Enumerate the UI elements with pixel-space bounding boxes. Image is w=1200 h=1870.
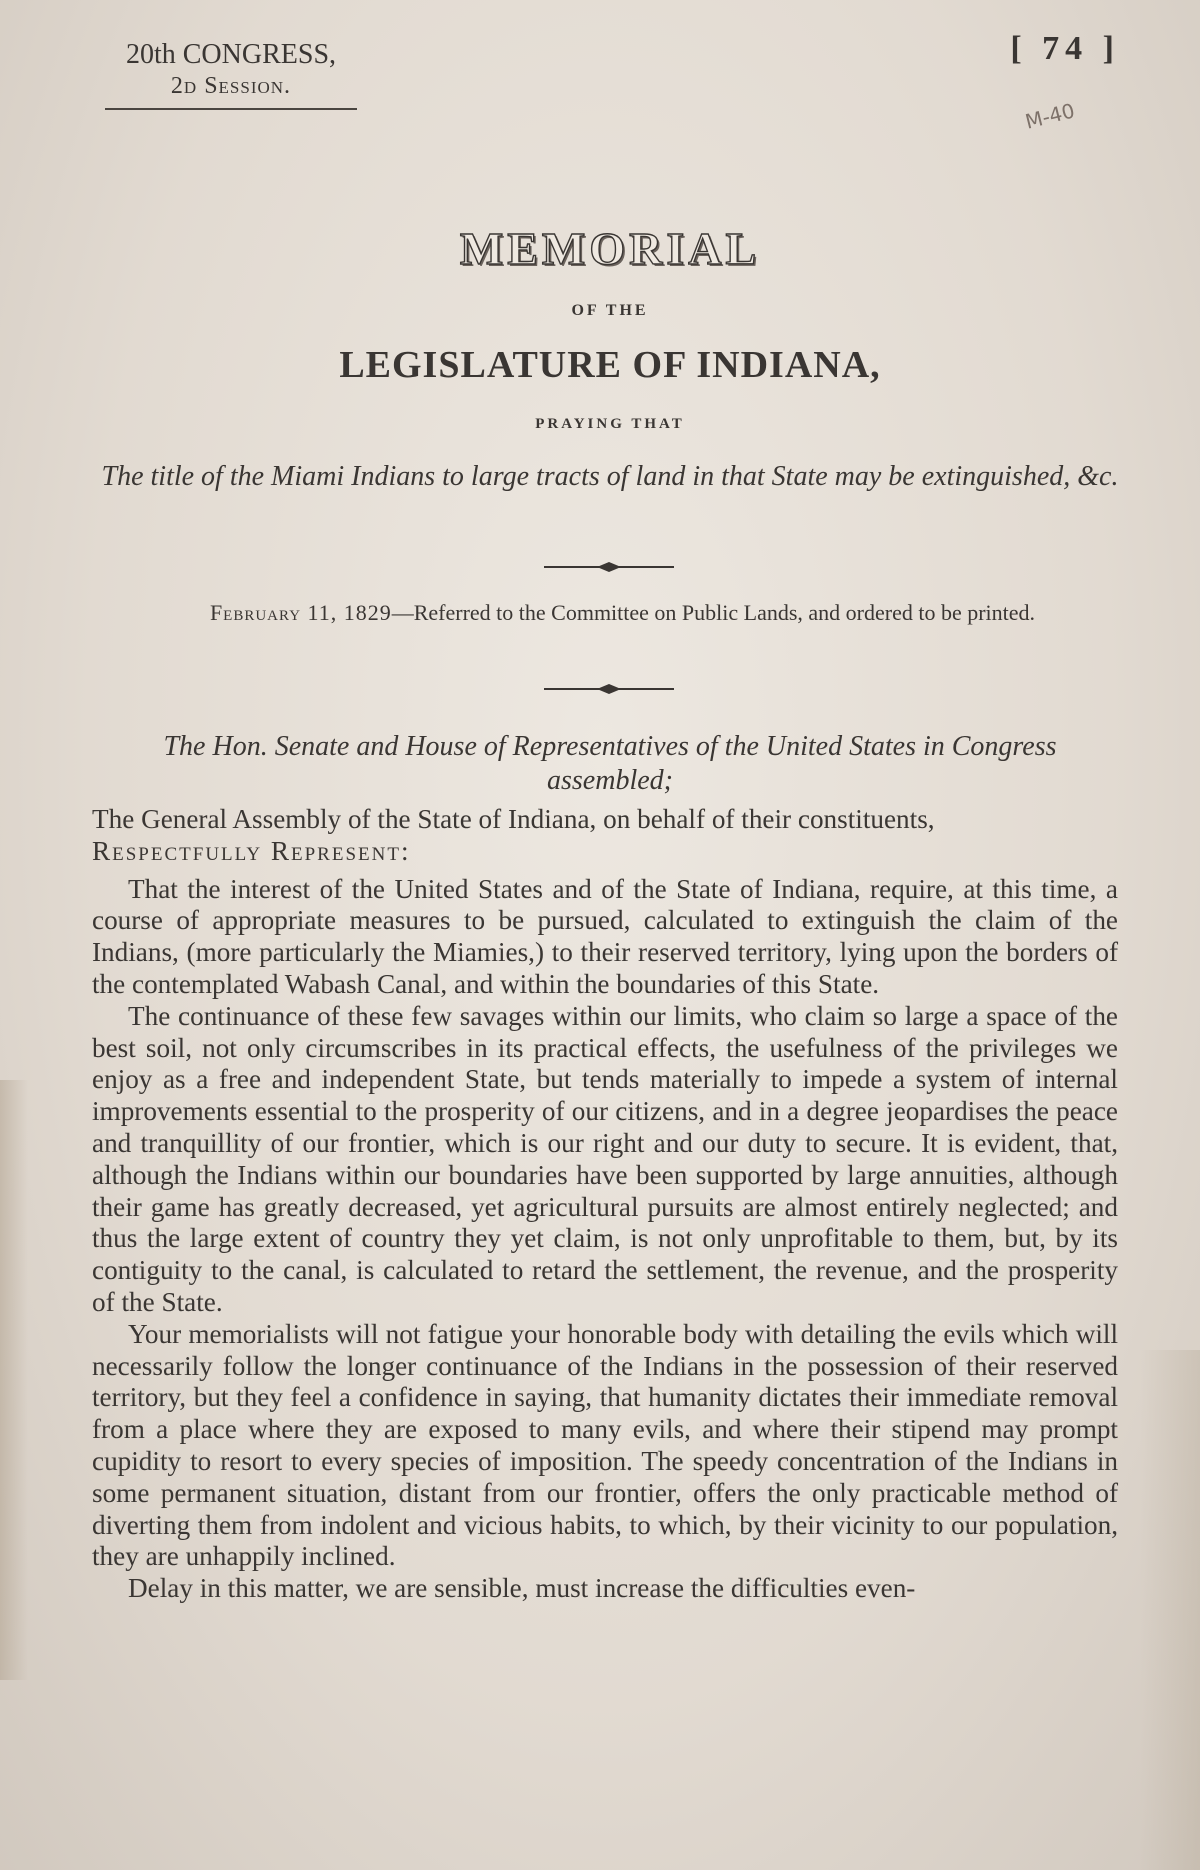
legislature-heading: LEGISLATURE OF INDIANA, bbox=[339, 344, 881, 386]
body-paragraph: Delay in this matter, we are sensible, must increase the difficulties even- bbox=[128, 1573, 916, 1604]
body-paragraph: The continuance of these few savages within our limits, who claim so large a space of the best soil, not only circumscribes in its practical effects, the usefulness of the privileges we enjoy as a free and independent State, but tends materially to impede a system of internal improvements essential to the prosperity of our citizens, and in a degree jeopardises the peace and tranquillity of our frontier, which is our right and our duty to secure. It is evident, that, although the Indians within our boundaries have been supported by large annuities, although their game has greatly decreased, yet agricultural pursuits are almost entirely neglected; and thus the large extent of country they yet claim, is not only unprofitable to them, but, by its contiguity to the canal, is calculated to retard the settlement, the revenue, and the prosperity of the State. bbox=[92, 1000, 1118, 1317]
ornamental-divider bbox=[544, 562, 674, 572]
paper-stain bbox=[1140, 1350, 1200, 1870]
opening-line: The General Assembly of the State of Indiana, on behalf of their constituents, bbox=[92, 804, 935, 834]
document-number: [ 74 ] bbox=[1010, 30, 1120, 67]
memorial-subject: The title of the Miami Indians to large tracts of land in that State may be extinguished, &c. bbox=[101, 461, 1119, 492]
body-paragraph: That the interest of the United States and of the State of Indiana, require, at this time, a course of appropriate measures to be pursued, calculated to extinguish the claim of the Indians, (more particularly the Miamies,) to their reserved territory, lying upon the borders of the contemplated Wabash Canal, and within the boundaries of this State. bbox=[92, 873, 1118, 999]
memorial-title: MEMORIAL bbox=[459, 223, 761, 274]
of-the-label: OF THE bbox=[571, 302, 649, 319]
memorial-body bbox=[92, 804, 1118, 1605]
session-number: 2d Session. bbox=[170, 72, 292, 99]
respectfully-represent: Respectfully Represent: bbox=[92, 835, 411, 866]
praying-that-label: PRAYING THAT bbox=[535, 416, 685, 432]
congress-number: 20th CONGRESS, bbox=[125, 39, 337, 70]
congress-session-header bbox=[105, 38, 357, 110]
salutation: The Hon. Senate and House of Representatives of the United States in Congress assembled; bbox=[163, 731, 1057, 796]
paper-stain bbox=[0, 1080, 28, 1680]
ornamental-divider bbox=[544, 684, 674, 694]
body-paragraph: Your memorialists will not fatigue your honorable body with detailing the evils which will necessarily follow the longer continuance of the Indians in the possession of their reserved territory, but they feel a confidence in saying, that humanity dictates their immediate removal from a place where they are exposed to many evils, and where their stipend may prompt cupidity to resort to every species of imposition. The speedy concentration of the Indians in some permanent situation, distant from our frontier, offers the only practicable method of diverting them from indolent and vicious habits, to which, by their vicinity to our population, they are unhappily inclined. bbox=[92, 1318, 1118, 1572]
referral-text: —Referred to the Committee on Public Lands, and ordered to be printed. bbox=[391, 600, 1036, 625]
referral-note bbox=[125, 600, 1120, 626]
referral-date: February 11, 1829 bbox=[209, 600, 392, 625]
handwritten-note: M-40 bbox=[1022, 98, 1078, 134]
